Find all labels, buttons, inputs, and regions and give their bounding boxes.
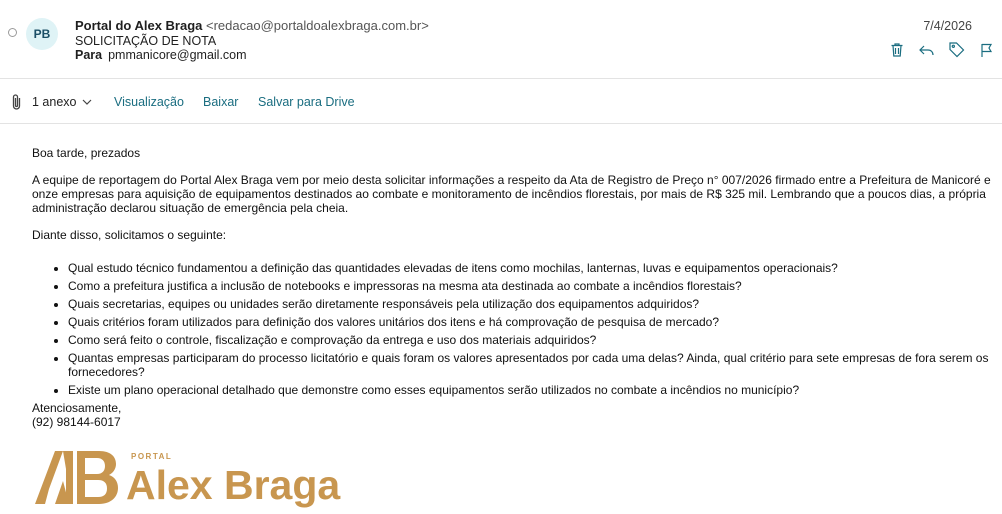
questions-list (32, 261, 998, 397)
request-lead-in: Diante disso, solicitamos o seguinte: (32, 228, 227, 242)
view-attachment-link[interactable]: Visualização (114, 95, 184, 109)
paperclip-icon (10, 93, 24, 116)
email-date: 7/4/2026 (923, 19, 972, 33)
chevron-down-icon (82, 95, 92, 109)
avatar: PB (26, 18, 58, 50)
list-item: • Existe um plano operacional detalhado que demonstre como esses equipamentos serão utilizados no combate a incêndios no município? (68, 383, 998, 397)
intro-paragraph: A equipe de reportagem do Portal Alex Braga vem por meio desta solicitar informações a respeito da Ata de Registro de Preço n° 007/2026 firmado entre a Prefeitura de Manicoré e onze empresas para aquisição de equipamentos destinados ao combate e monitoramento de incêndios florestais, por mais de R$ 325 mil. Lembrando que a poucos dias, a própria administração declarou situação de emergência pela cheia. (32, 173, 991, 215)
email-body (32, 146, 998, 429)
message-actions (887, 40, 996, 59)
sender-line (75, 18, 429, 33)
save-to-drive-link[interactable]: Salvar para Drive (258, 95, 355, 109)
flag-icon[interactable] (977, 40, 996, 59)
reply-icon[interactable] (917, 40, 936, 59)
sender-email[interactable]: <redacao@portaldoalexbraga.com.br> (206, 18, 429, 33)
list-item: • Qual estudo técnico fundamentou a definição das quantidades elevadas de itens como mochilas, lanternas, luvas e equipamentos operacionais? (68, 261, 998, 275)
greeting: Boa tarde, prezados (32, 146, 141, 160)
list-item: • Como será feito o controle, fiscalização e comprovação da entrega e uso dos materiais adquiridos? (68, 333, 998, 347)
recipient-address[interactable]: pmmanicore@gmail.com (108, 48, 247, 62)
email-header (0, 0, 1002, 78)
to-label: Para (75, 48, 103, 62)
attachment-bar (0, 78, 1002, 124)
logo-brand-text: Alex Braga (126, 462, 341, 508)
sender-name[interactable]: Portal do Alex Braga (75, 18, 203, 33)
email-subject: SOLICITAÇÃO DE NOTA (75, 34, 217, 48)
phone-number: (92) 98144-6017 (32, 415, 121, 429)
portal-logo (33, 449, 353, 509)
logo-small-text: PORTAL (131, 452, 173, 461)
closing: Atenciosamente, (32, 401, 122, 415)
list-item: • Quais critérios foram utilizados para definição dos valores unitários dos itens e há comprovação de pesquisa de mercado? (68, 315, 998, 329)
attachment-count: 1 anexo (32, 95, 77, 109)
download-link[interactable]: Baixar (203, 95, 239, 109)
tag-icon[interactable] (947, 40, 966, 59)
select-radio[interactable] (8, 28, 17, 37)
attachment-count-dropdown[interactable] (32, 95, 92, 109)
list-item: • Como a prefeitura justifica a inclusão de notebooks e impressoras na mesma ata destinada ao combate a incêndios florestais? (68, 279, 998, 293)
recipient-line (75, 48, 247, 62)
list-item: • Quais secretarias, equipes ou unidades serão diretamente responsáveis pela utilização dos equipamentos adquiridos? (68, 297, 998, 311)
list-item: • Quantas empresas participaram do processo licitatório e quais foram os valores apresentados por cada uma delas? Ainda, qual critério para sete empresas de fora serem os fornecedores? (68, 351, 998, 379)
trash-icon[interactable] (887, 40, 906, 59)
